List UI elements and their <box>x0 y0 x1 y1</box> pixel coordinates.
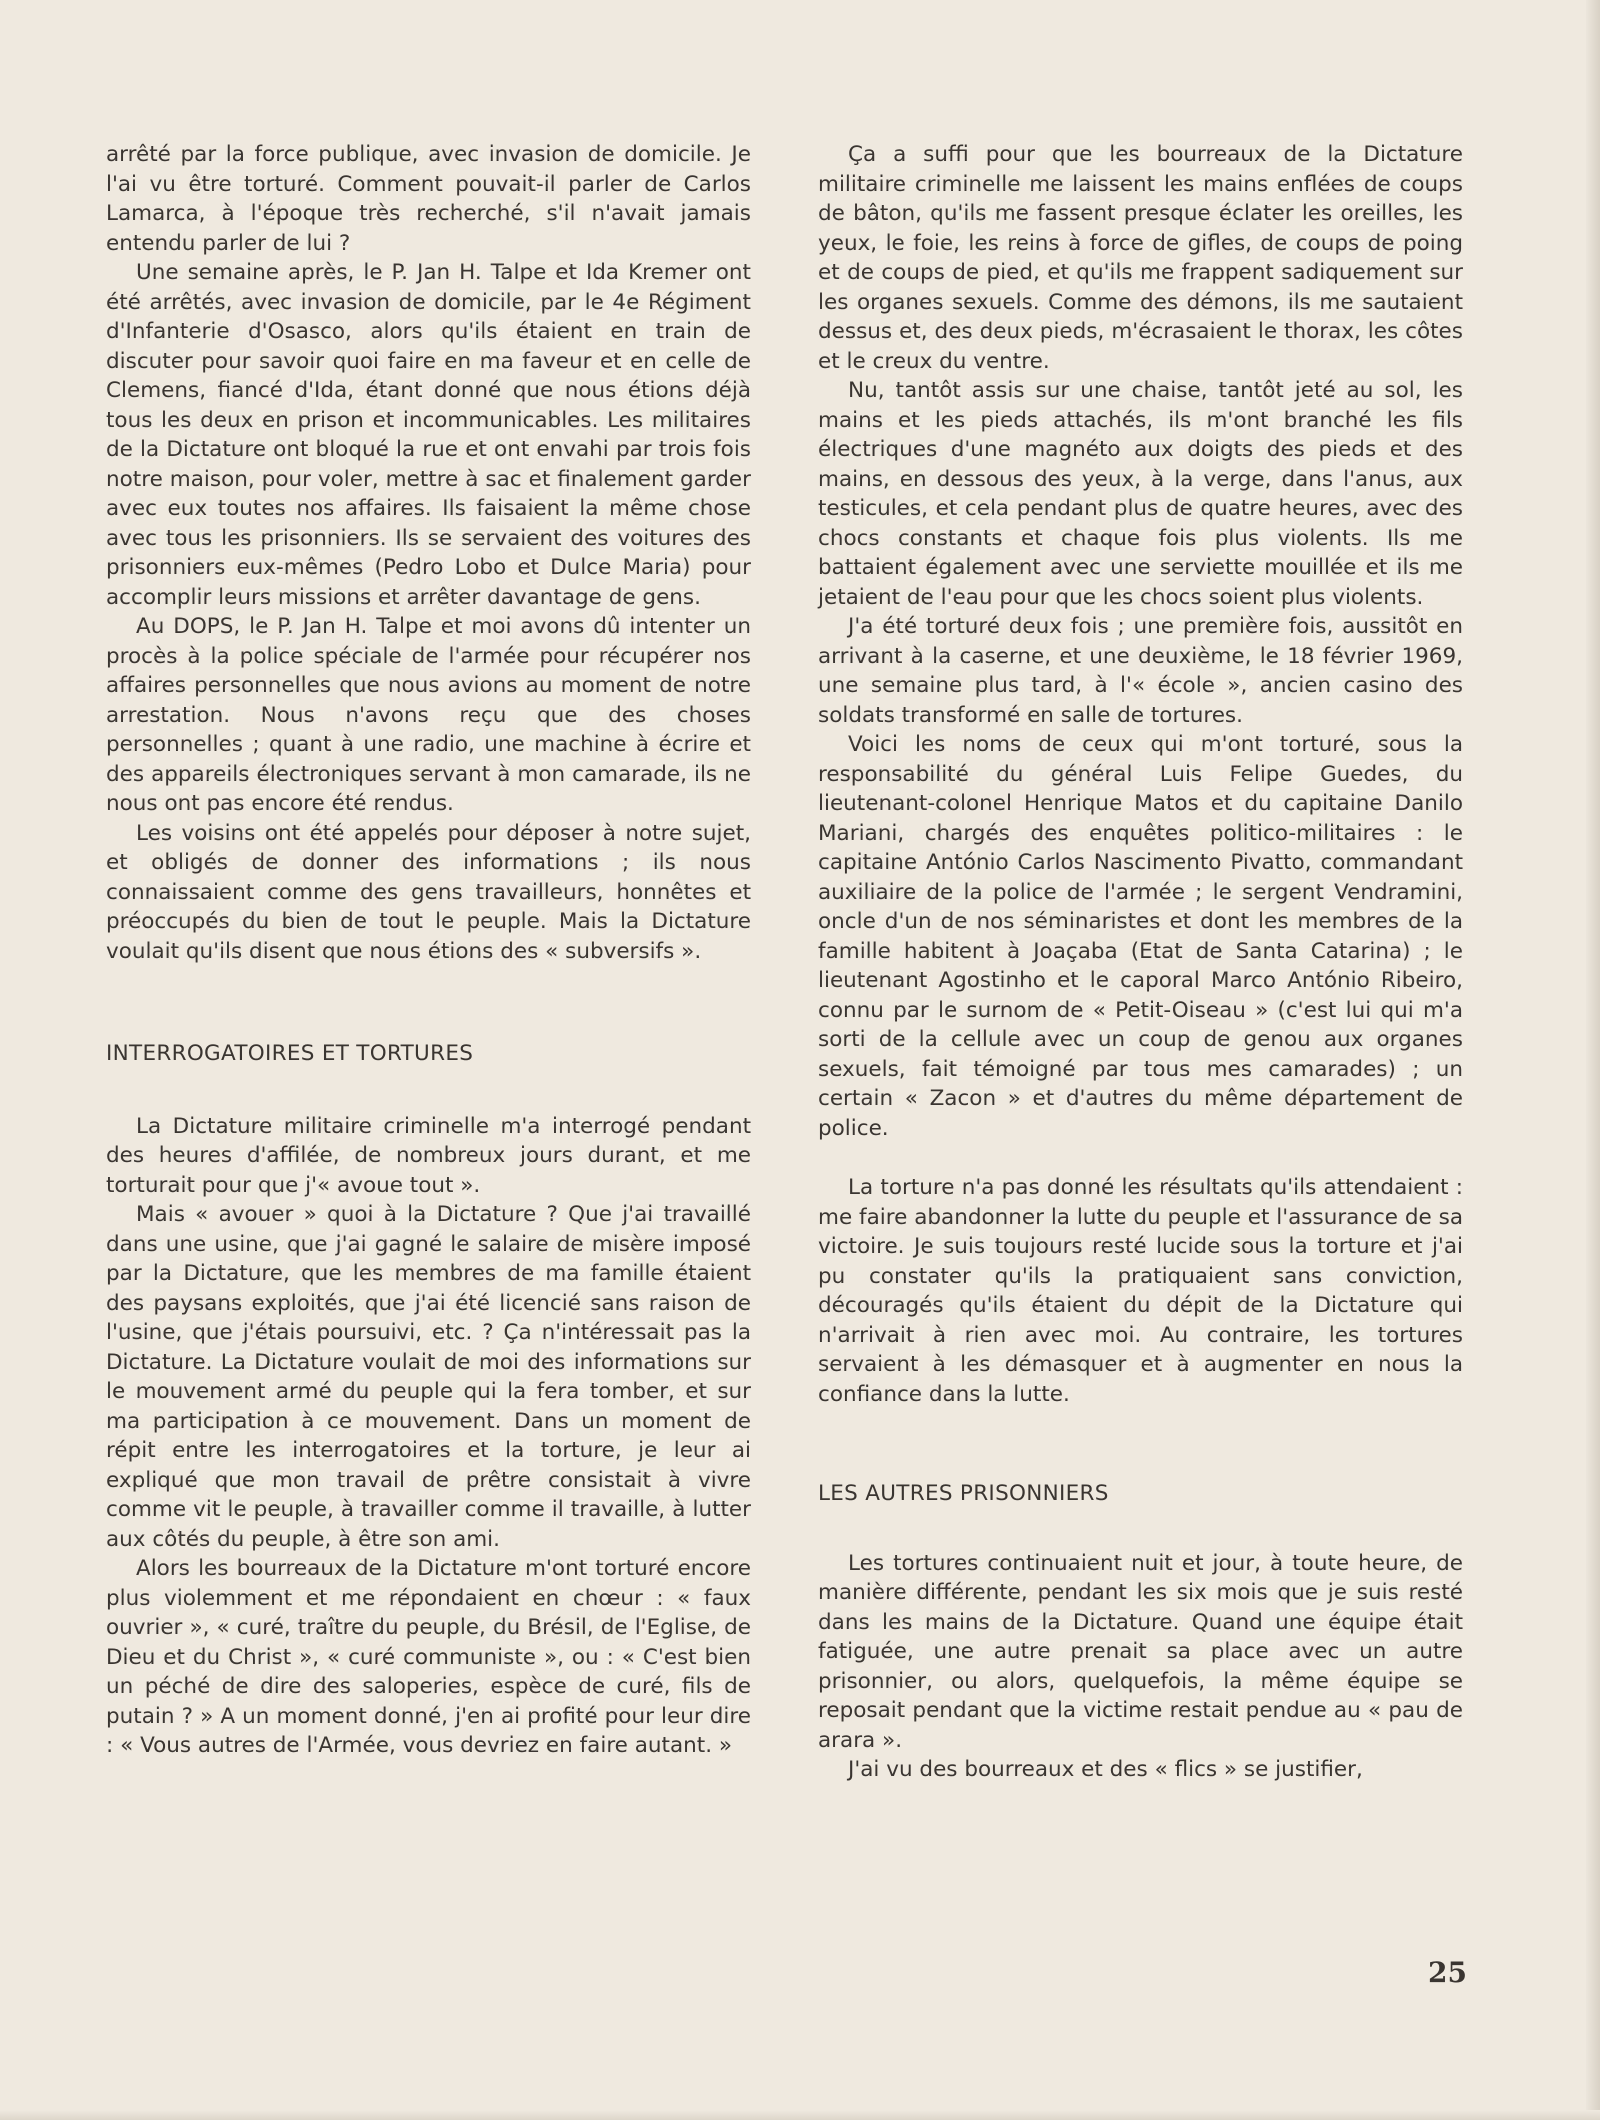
paragraph: Alors les bourreaux de la Dictature m'ont torturé encore plus violemment et me répondaient en chœur : « faux ouvrier », « curé, traître du peuple, du Brésil, de l'Eglise, de Dieu et du Christ », « curé communiste », ou : « C'est bien un péché de dire des saloperies, espèce de curé, fils de putain ? » A un moment donné, j'en ai profité pour leur dire : « Vous autres de l'Armée, vous devriez en faire autant. » <box>106 1556 751 1758</box>
paragraph: Une semaine après, le P. Jan H. Talpe et Ida Kremer ont été arrêtés, avec invasion de domicile, par le 4e Régiment d'Infanterie d'Osasco, alors qu'ils étaient en train de discuter pour savoir quoi faire en ma faveur et en celle de Clemens, fiancé d'Ida, étant donné que nous étions déjà tous les deux en prison et incommunicables. Les militaires de la Dictature ont bloqué la rue et ont envahi par trois fois notre maison, pour voler, mettre à sac et finalement garder avec eux toutes nos affaires. Ils faisaient la même chose avec tous les prisonniers. Ils se servaient des voitures des prisonniers eux-mêmes (Pedro Lobo et Dulce Maria) pour accomplir leurs missions et arrêter davantage de gens. <box>106 260 751 610</box>
paragraph: Les tortures continuaient nuit et jour, à toute heure, de manière différente, pendant les six mois que je suis resté dans les mains de la Dictature. Quand une équipe était fatiguée, une autre prenait sa place avec un autre prisonnier, ou alors, quelquefois, la même équipe se reposait pendant que la victime restait pendue au « pau de arara ». <box>818 1550 1463 1753</box>
paragraph: Nu, tantôt assis sur une chaise, tantôt jeté au sol, les mains et les pieds attachés, ils m'ont branché les fils électriques d'une magnéto aux doigts des pieds et des mains, en dessous des yeux, à la verge, dans l'anus, aux testicules, et cela pendant plus de quatre heures, avec des chocs constants et chaque fois plus violents. Ils me battaient également avec une serviette mouillée et ils me jetaient de l'eau pour que les chocs soient plus violents. <box>818 378 1463 610</box>
paragraph: Au DOPS, le P. Jan H. Talpe et moi avons dû intenter un procès à la police spéciale de l'armée pour récupérer nos affaires personnelles que nous avions au moment de notre arrestation. Nous n'avons reçu que des choses personnelles ; quant à une radio, une machine à écrire et des appareils électroniques servant à mon camarade, ils ne nous ont pas encore été rendus. <box>106 614 751 816</box>
spacer <box>818 1509 1463 1549</box>
paragraph: La torture n'a pas donné les résultats qu'ils attendaient : me faire abandonner la lutte du peuple et l'assurance de sa victoire. Je suis toujours resté lucide sous la torture et j'ai pu constater qu'ils la pratiquaient sans conviction, découragés qu'ils étaient du dépit de la Dictature qui n'arrivait à rien avec moi. Au contraire, les tortures servaient à les démasquer et à augmenter en nous la confiance dans la lutte. <box>818 1175 1463 1407</box>
spacer <box>106 966 751 1039</box>
page-number: 25 <box>1428 1956 1467 1989</box>
paragraph: arrêté par la force publique, avec invasion de domicile. Je l'ai vu être torturé. Comment pouvait-il parler de Carlos Lamarca, à l'époque très recherché, s'il n'avait jamais entendu parler de lui ? <box>106 142 751 256</box>
paragraph: Ça a suffi pour que les bourreaux de la Dictature militaire criminelle me laissent les mains enflées de coups de bâton, qu'ils me fassent presque éclater les oreilles, les yeux, le foie, les reins à force de gifles, de coups de poing et de coups de pied, et qu'ils me frappent sadiquement sur les organes sexuels. Comme des démons, ils me sautaient dessus et, des deux pieds, m'écrasaient le thorax, les côtes et le creux du ventre. <box>818 142 1463 374</box>
paragraph: J'ai vu des bourreaux et des « flics » se justifier, <box>848 1757 1363 1782</box>
paragraph: Les voisins ont été appelés pour déposer à notre sujet, et obligés de donner des informations ; ils nous connaissaient comme des gens travailleurs, honnêtes et préoccupés du bien de tout le peuple. Mais la Dictature voulait qu'ils disent que nous étions des « subversifs ». <box>106 820 751 964</box>
paragraph: Voici les noms de ceux qui m'ont torturé, sous la responsabilité du général Luis Felipe Guedes, du lieutenant-colonel Henrique Matos et du capitaine Danilo Mariani, chargés des enquêtes politico-militaires : le capitaine António Carlos Nascimento Pivatto, commandant auxiliaire de la police de l'armée ; le sergent Vendramini, oncle d'un de nos séminaristes et dont les membres de la famille habitent à Joaçaba (Etat de Santa Catarina) ; le lieutenant Agostinho et le caporal Marco António Ribeiro, connu par le surnom de « Petit-Oiseau » (c'est lui qui m'a sorti de la cellule avec un coup de genou aux organes sexuels, fait témoigné par tous mes camarades) ; un certain « Zacon » et d'autres du même département de police. <box>818 732 1463 1141</box>
page-bottom-edge <box>0 2110 1600 2120</box>
spacer <box>818 1143 1463 1173</box>
section-heading-autres-prisonniers: LES AUTRES PRISONNIERS <box>818 1481 1109 1506</box>
page-edge-shadow <box>1586 0 1600 2120</box>
spacer <box>818 1409 1463 1479</box>
paragraph: J'a été torturé deux fois ; une première fois, aussitôt en arrivant à la caserne, et une deuxième, le 18 février 1969, une semaine plus tard, à l'« école », ancien casino des soldats transformé en salle de tortures. <box>818 614 1463 728</box>
paragraph: Mais « avouer » quoi à la Dictature ? Que j'ai travaillé dans une usine, que j'ai gagné le salaire de misère imposé par la Dictature, que les membres de ma famille étaient des paysans exploités, que j'ai été licencié sans raison de l'usine, que j'étais poursuivi, etc. ? Ça n'intéressait pas la Dictature. La Dictature voulait de moi des informations sur le mouvement armé du peuple qui la fera tomber, et sur ma participation à ce mouvement. Dans un moment de répit entre les interrogatoires et la torture, je leur ai expliqué que mon travail de prêtre consistait à vivre comme vit le peuple, à travailler comme il travaille, à lutter aux côtés du peuple, à être son ami. <box>106 1202 751 1552</box>
paragraph: La Dictature militaire criminelle m'a interrogé pendant des heures d'affilée, de nombreux jours durant, et me torturait pour que j'« avoue tout ». <box>106 1113 751 1198</box>
left-column <box>106 140 751 1761</box>
right-column <box>818 140 1463 1785</box>
spacer <box>106 1069 751 1112</box>
section-heading-interrogatoires: INTERROGATOIRES ET TORTURES <box>106 1041 474 1066</box>
